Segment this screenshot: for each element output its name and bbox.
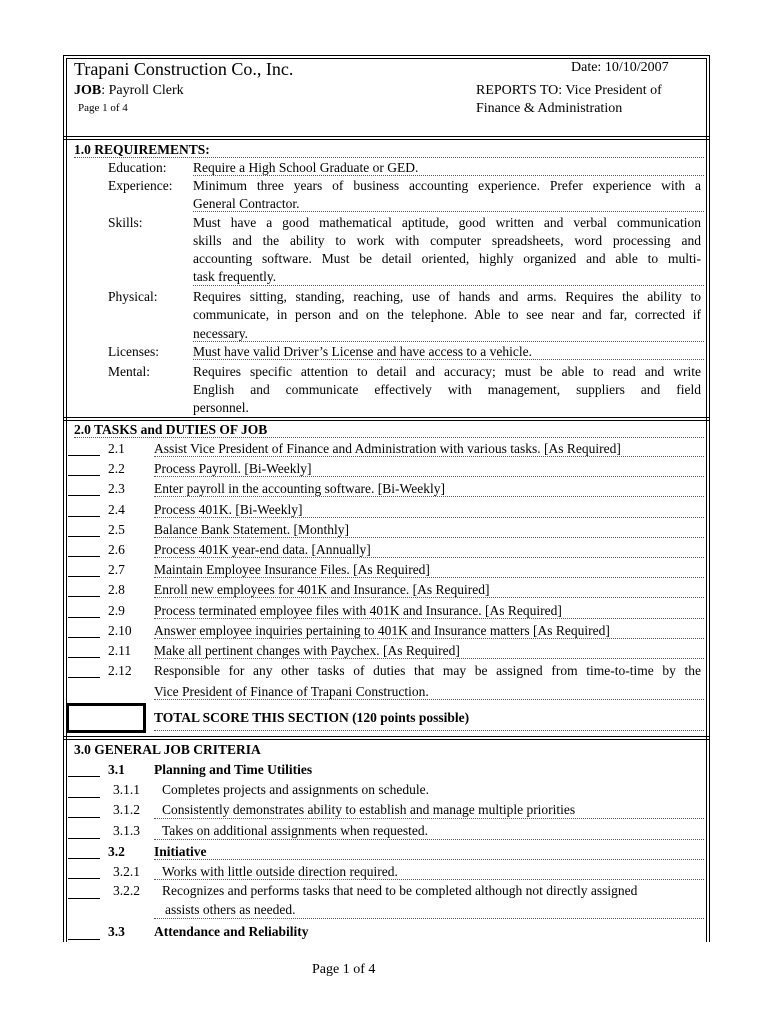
licenses-label: Licenses: bbox=[108, 344, 159, 359]
task-text: Answer employee inquiries pertaining to 401K and Insurance matters [As Required] bbox=[154, 623, 610, 638]
licenses-text: Must have valid Driver’s License and have access to a vehicle. bbox=[193, 344, 532, 359]
task-score-blank[interactable] bbox=[68, 516, 100, 517]
education-label: Education: bbox=[108, 160, 167, 175]
criteria-3-1-1-number: 3.1.1 bbox=[113, 782, 140, 797]
task-text: Process terminated employee files with 401K and Insurance. [As Required] bbox=[154, 603, 562, 618]
total-score-field[interactable] bbox=[66, 703, 146, 733]
physical-text-1: Requires sitting, standing, reaching, use of hands and arms. Requires the ability to bbox=[193, 289, 701, 304]
skills-text-2: skills and the ability to work with computer spreadsheets, word processing and bbox=[193, 233, 701, 248]
criteria-3-1-1-text: Completes projects and assignments on schedule. bbox=[162, 782, 429, 797]
task-text: Process 401K. [Bi-Weekly] bbox=[154, 502, 303, 517]
header-divider-inner bbox=[63, 139, 710, 140]
task-text: Make all pertinent changes with Paychex. [As Required] bbox=[154, 643, 460, 658]
score-blank-3-3[interactable] bbox=[68, 939, 100, 940]
task-score-blank[interactable] bbox=[68, 455, 100, 456]
task-score-blank[interactable] bbox=[68, 677, 100, 678]
job-line bbox=[74, 83, 184, 99]
reports-to-line-1: REPORTS TO: Vice President of bbox=[476, 83, 662, 98]
education-text: Require a High School Graduate or GED. bbox=[193, 160, 419, 175]
skills-text-1: Must have a good mathematical aptitude, good written and verbal communication bbox=[193, 215, 701, 230]
task-score-blank[interactable] bbox=[68, 556, 100, 557]
mental-text-3: personnel. bbox=[193, 400, 249, 415]
footer-page-number: Page 1 of 4 bbox=[312, 962, 376, 977]
physical-label: Physical: bbox=[108, 289, 158, 304]
task-text: Balance Bank Statement. [Monthly] bbox=[154, 522, 349, 537]
criteria-3-3-number: 3.3 bbox=[108, 924, 125, 939]
task-number: 2.6 bbox=[108, 542, 125, 557]
criteria-3-2-2-text-1: Recognizes and performs tasks that need to be completed although not directly assigned bbox=[162, 883, 638, 898]
task-number: 2.4 bbox=[108, 502, 125, 517]
header-divider bbox=[63, 136, 710, 137]
experience-text-2: General Contractor. bbox=[193, 196, 300, 211]
reports-to-line-2: Finance & Administration bbox=[476, 101, 623, 116]
job-title: : Payroll Clerk bbox=[101, 83, 184, 98]
task-text: Maintain Employee Insurance Files. [As Required] bbox=[154, 562, 430, 577]
mental-label: Mental: bbox=[108, 364, 150, 379]
company-name: Trapani Construction Co., Inc. bbox=[74, 59, 294, 79]
task-score-blank[interactable] bbox=[68, 657, 100, 658]
task-text: Responsible for any other tasks of duties that may be assigned from time-to-time by the bbox=[154, 663, 701, 678]
task-text: Process Payroll. [Bi-Weekly] bbox=[154, 461, 312, 476]
job-label: JOB bbox=[74, 83, 102, 98]
task-text: Enter payroll in the accounting software. [Bi-Weekly] bbox=[154, 481, 445, 496]
task-number: 2.5 bbox=[108, 522, 125, 537]
score-blank-3-1-2[interactable] bbox=[68, 817, 100, 818]
section-3-heading: 3.0 GENERAL JOB CRITERIA bbox=[74, 742, 261, 757]
task-number: 2.8 bbox=[108, 582, 125, 597]
section-1-heading: 1.0 REQUIREMENTS: bbox=[74, 142, 210, 157]
score-blank-3-1-1[interactable] bbox=[68, 797, 100, 798]
criteria-3-2-1-number: 3.2.1 bbox=[113, 864, 140, 879]
criteria-3-1-3-number: 3.1.3 bbox=[113, 823, 140, 838]
section-1-divider-inner bbox=[63, 420, 710, 421]
score-blank-3-1-3[interactable] bbox=[68, 838, 100, 839]
task-text: Process 401K year-end data. [Annually] bbox=[154, 542, 371, 557]
score-blank-3-2-1[interactable] bbox=[68, 878, 100, 879]
skills-text-3: accounting software. Must be detail oriented, highly organized and able to multi- bbox=[193, 251, 701, 266]
task-score-blank[interactable] bbox=[68, 596, 100, 597]
task-text: Enroll new employees for 401K and Insurance. [As Required] bbox=[154, 582, 490, 597]
task-text: Assist Vice President of Finance and Administration with various tasks. [As Required] bbox=[154, 441, 621, 456]
criteria-3-1-number: 3.1 bbox=[108, 762, 125, 777]
header-page-number: Page 1 of 4 bbox=[78, 102, 128, 114]
task-score-blank[interactable] bbox=[68, 536, 100, 537]
task-score-blank[interactable] bbox=[68, 576, 100, 577]
criteria-3-2-1-text: Works with little outside direction required. bbox=[162, 864, 398, 879]
task-number: 2.10 bbox=[108, 623, 132, 638]
total-score-label: TOTAL SCORE THIS SECTION (120 points possible) bbox=[154, 710, 470, 725]
criteria-3-3-title: Attendance and Reliability bbox=[154, 924, 309, 939]
physical-text-3: necessary. bbox=[193, 326, 248, 341]
task-number: 2.9 bbox=[108, 603, 125, 618]
task-score-blank[interactable] bbox=[68, 475, 100, 476]
section-2-heading: 2.0 TASKS and DUTIES OF JOB bbox=[74, 422, 268, 437]
criteria-3-1-3-text: Takes on additional assignments when requested. bbox=[162, 823, 428, 838]
criteria-3-2-2-number: 3.2.2 bbox=[113, 883, 140, 898]
section-2-divider-inner bbox=[63, 739, 710, 740]
task-score-blank[interactable] bbox=[68, 637, 100, 638]
task-number: 2.2 bbox=[108, 461, 125, 476]
mental-text-2: English and communicate effectively with management, suppliers and field bbox=[193, 382, 701, 397]
task-score-blank[interactable] bbox=[68, 495, 100, 496]
task-number: 2.12 bbox=[108, 663, 132, 678]
section-1-divider bbox=[63, 417, 710, 418]
experience-text-1: Minimum three years of business accounting experience. Prefer experience with a bbox=[193, 178, 701, 193]
task-2-12-text-2: Vice President of Finance of Trapani Construction. bbox=[154, 684, 429, 699]
mental-text-1: Requires specific attention to detail and accuracy; must be able to read and write bbox=[193, 364, 701, 379]
date: Date: 10/10/2007 bbox=[571, 60, 669, 75]
criteria-3-2-title: Initiative bbox=[154, 844, 207, 859]
criteria-3-2-number: 3.2 bbox=[108, 844, 125, 859]
task-number: 2.7 bbox=[108, 562, 125, 577]
physical-text-2: communicate, in person and on the telephone. Able to see near and far, corrected if bbox=[193, 307, 701, 322]
score-blank-3-1[interactable] bbox=[68, 776, 100, 777]
task-number: 2.11 bbox=[108, 643, 132, 658]
criteria-3-1-2-number: 3.1.2 bbox=[113, 802, 140, 817]
score-blank-3-2[interactable] bbox=[68, 858, 100, 859]
criteria-3-1-2-text: Consistently demonstrates ability to establish and manage multiple priorities bbox=[162, 802, 576, 817]
skills-label: Skills: bbox=[108, 215, 143, 230]
experience-label: Experience: bbox=[108, 178, 173, 193]
skills-text-4: task frequently. bbox=[193, 269, 277, 284]
task-score-blank[interactable] bbox=[68, 617, 100, 618]
criteria-3-1-title: Planning and Time Utilities bbox=[154, 762, 313, 777]
task-number: 2.1 bbox=[108, 441, 125, 456]
criteria-3-2-2-text-2: assists others as needed. bbox=[165, 902, 296, 917]
score-blank-3-2-2[interactable] bbox=[68, 898, 100, 899]
section-2-divider bbox=[63, 736, 710, 737]
task-number: 2.3 bbox=[108, 481, 125, 496]
